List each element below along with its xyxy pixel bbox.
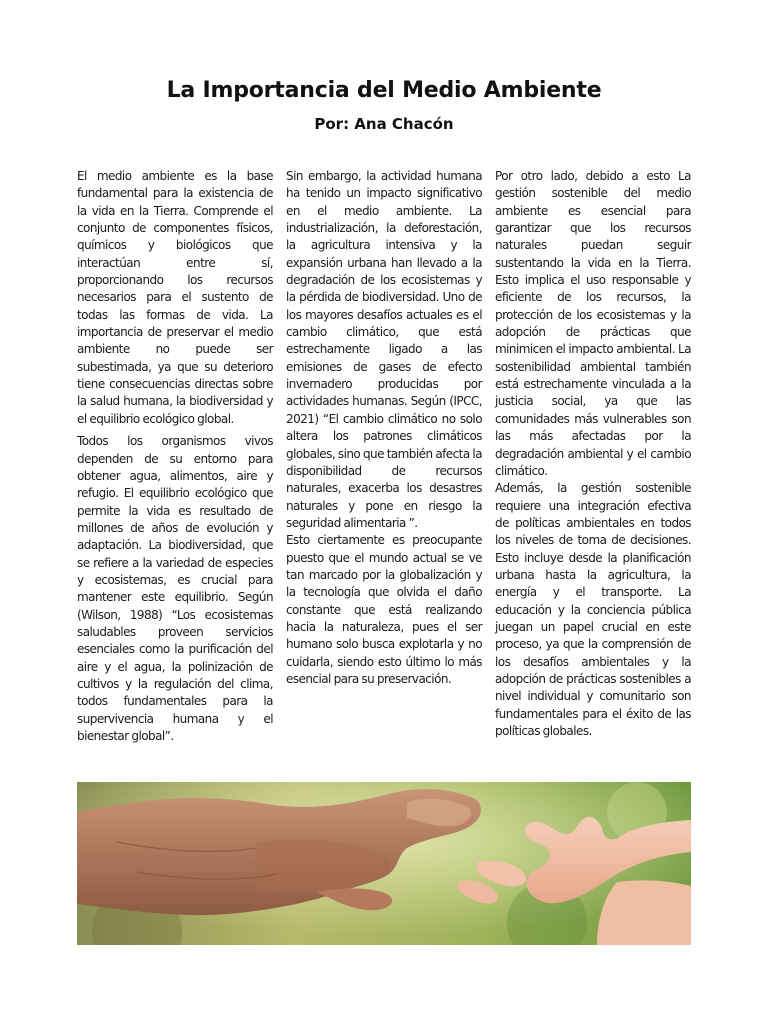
document-author: Por: Ana Chacón [314,115,454,133]
text-columns [77,168,691,750]
column-left [77,168,273,750]
column-right [495,168,691,750]
paragraph: Por otro lado, debido a esto La gestión sostenible del medio ambiente es esencial para garantizar que los recursos naturales puedan seguir sustentando la vida en la Tierra. Esto implica el uso responsable y eficiente de los recursos, la protección de los ecosistemas y la adopción de prácticas que minimicen el impacto ambiental. La sostenibilidad ambiental también está estrechamente vinculada a la justicia social, ya que las comunidades más vulnerables son las más afectadas por la degradación ambiental y el cambio climático. [495,169,691,478]
paragraph: Todos los organismos vivos dependen de su entorno para obtener agua, alimentos, aire y refugio. El equilibrio ecológico que permite la vida es resultado de millones de años de evolución y adaptación. La biodiversidad, que se refiere a la variedad de especies y ecosistemas, es crucial para mantener este equilibrio. Según (Wilson, 1988) “Los ecosistemas saludables proveen servicios esenciales como la purificación del aire y el agua, la polinización de cultivos y la regulación del clima, todos fundamentales para la supervivencia humana y el bienestar global”. [77,434,273,743]
hands-photo [77,782,691,945]
paragraph: Sin embargo, la actividad humana ha tenido un impacto significativo en el medio ambiente. La industrialización, la deforestación, la agricultura intensiva y la expansión urbana han llevado a la degradación de los ecosistemas y la pérdida de biodiversidad. Uno de los mayores desafíos actuales es el cambio climático, que está estrechamente ligado a las emisiones de gases de efecto invernadero producidas por actividades humanas. Según (IPCC, 2021) “El cambio climático no solo altera los patrones climáticos globales, sino que también afecta la disponibilidad de recursos naturales, exacerba los desastres naturales y pone en riesgo la seguridad alimentaria ”. [286,169,482,530]
paragraph: Además, la gestión sostenible requiere una integración efectiva de políticas ambientales en todos los niveles de toma de decisiones. Esto incluye desde la planificación urbana hasta la agricultura, la energía y el transporte. La educación y la conciencia pública juegan un papel crucial en este proceso, ya que la comprensión de los desafíos ambientales y la adopción de prácticas sostenibles a nivel individual y comunitario son fundamentales para el éxito de las políticas globales. [495,481,691,738]
document-title: La Importancia del Medio Ambiente [166,78,602,103]
paragraph: Esto ciertamente es preocupante puesto que el mundo actual se ve tan marcado por la globalización y la tecnología que olvida el daño constante que está realizando hacia la naturaleza, pues el ser humano solo busca explotarla y no cuidarla, siendo esto último lo más esencial para su preservación. [286,533,482,686]
hands-illustration [77,782,691,945]
paragraph: El medio ambiente es la base fundamental para la existencia de la vida en la Tierra. Comprende el conjunto de componentes físicos, químicos y biológicos que interactúan entre sí, proporcionando los recursos necesarios para el sustento de todas las formas de vida. La importancia de preservar el medio ambiente no puede ser subestimada, ya que su deterioro tiene consecuencias directas sobre la salud humana, la biodiversidad y el equilibrio ecológico global. [77,169,273,426]
column-middle [286,168,482,750]
